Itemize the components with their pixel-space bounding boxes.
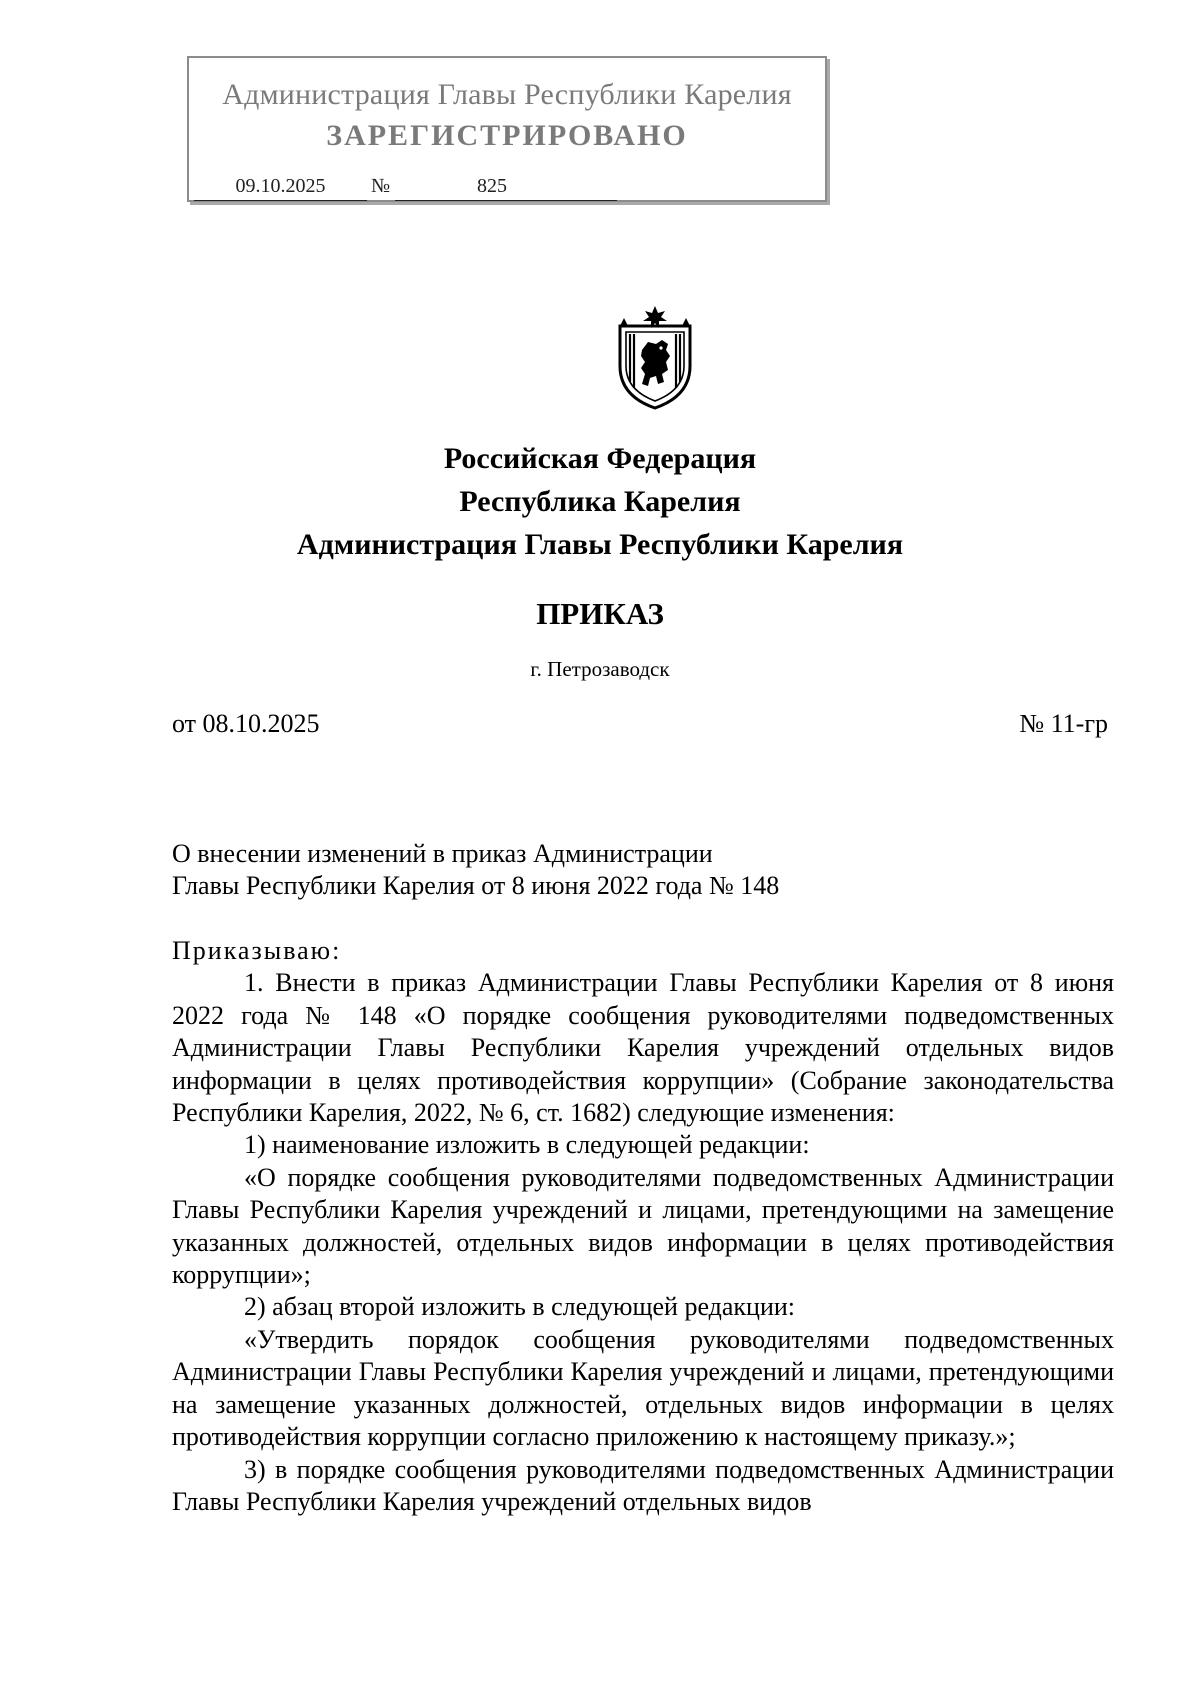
stamp-number-field	[395, 172, 617, 201]
stamp-number: 825	[477, 175, 507, 197]
document-city: г. Петрозаводск	[530, 657, 670, 681]
header-region: Республика Карелия	[459, 485, 741, 518]
body-paragraph-3: «О порядке сообщения руководителями подведомственных Администрации Главы Республики Карелия учреждений и лицами, претендующими на замещение указанных должностей, отдельных видов информации в целях противодействия коррупции»;	[172, 1162, 1114, 1290]
header-country: Российская Федерация	[443, 442, 757, 475]
header-authority: Администрация Главы Республики Карелия	[296, 528, 904, 561]
stamp-number-label: №	[371, 175, 391, 197]
stamp-date: 09.10.2025	[194, 172, 367, 201]
registration-stamp	[187, 56, 827, 202]
decree-word: Приказываю:	[172, 936, 342, 965]
order-number: № 11-гр	[1019, 709, 1108, 738]
document-type: ПРИКАЗ	[536, 596, 664, 631]
body-paragraph-6: 3) в порядке сообщения руководителями подведомственных Администрации Главы Республики Карелия учреждений отдельных видов	[172, 1454, 1114, 1516]
body-paragraph-5: «Утвердить порядок сообщения руководителями подведомственных Администрации Главы Республики Карелия учреждений и лицами, претендующими на замещение указанных должностей, отдельных видов информации в целях противодействия коррупции согласно приложению к настоящему приказу.»;	[172, 1324, 1114, 1452]
order-date: от 08.10.2025	[172, 709, 320, 738]
body-paragraph-4: 2) абзац второй изложить в следующей редакции:	[244, 1292, 796, 1322]
body-paragraph-1: 1. Внести в приказ Администрации Главы Республики Карелия от 8 июня 2022 года № 148 «О порядке сообщения руководителями подведомственных Администрации Главы Республики Карелия учреждений отдельных видов информации в целях противодействия коррупции» (Собрание законодательства Республики Карелия, 2022, № 6, ст. 1682) следующие изменения:	[172, 968, 1114, 1128]
stamp-status: ЗАРЕГИСТРИРОВАНО	[326, 119, 688, 152]
stamp-organization: Администрация Главы Республики Карелия	[222, 78, 792, 111]
subject-line-2: Главы Республики Карелия от 8 июня 2022 года № 148	[172, 871, 780, 900]
subject-line-1: О внесении изменений в приказ Администрации	[172, 839, 713, 868]
body-paragraph-2: 1) наименование изложить в следующей редакции:	[244, 1130, 810, 1160]
document-subject	[172, 838, 872, 902]
karelia-coat-of-arms-icon	[612, 304, 698, 410]
document-body	[172, 935, 1114, 1518]
